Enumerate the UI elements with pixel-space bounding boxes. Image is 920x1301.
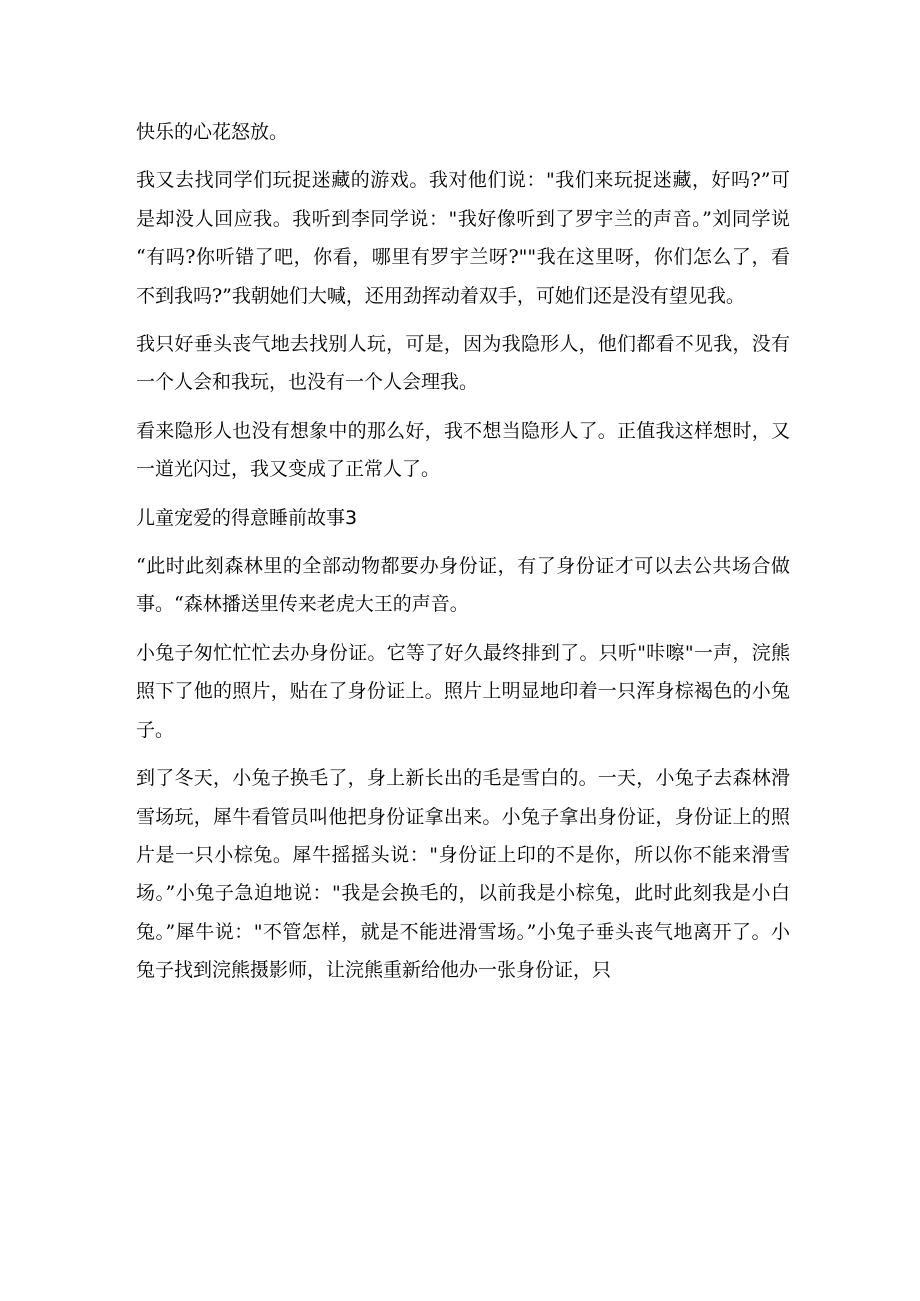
story-heading: 儿童宠爱的得意睡前故事3 <box>136 506 358 529</box>
document-body <box>136 113 790 1000</box>
paragraph-1: 快乐的心花怒放。 <box>136 121 289 143</box>
paragraph-5: “此时此刻森林里的全部动物都要办身份证，有了身份证才可以去公共场合做事。“森林播送里传来老虎大王的声音。 <box>136 555 790 616</box>
paragraph-6: 小兔子匆忙忙忙去办身份证。它等了好久最终排到了。只听"咔嚓"一声，浣熊照下了他的照片，贴在了身份证上。照片上明显地印着一只浑身棕褐色的小兔子。 <box>136 641 790 741</box>
paragraph-3: 我只好垂头丧气地去找别人玩，可是，因为我隐形人，他们都看不见我，没有一个人会和我玩，也没有一个人会理我。 <box>136 333 790 394</box>
paragraph-4: 看来隐形人也没有想象中的那么好，我不想当隐形人了。正值我这样想时，又一道光闪过，我又变成了正常人了。 <box>136 419 790 481</box>
paragraph-7: 到了冬天，小兔子换毛了，身上新长出的毛是雪白的。一天，小兔子去森林滑雪场玩，犀牛看管员叫他把身份证拿出来。小兔子拿出身份证，身份证上的照片是一只小棕兔。犀牛摇摇头说："身份证上印的不是你，所以你不能来滑雪场。”小兔子急迫地说："我是会换毛的，以前我是小棕兔，此时此刻我是小白兔。”犀牛说："不管怎样，就是不能进滑雪场。”小兔子垂头丧气地离开了。小兔子找到浣熊摄影师，让浣熊重新给他办一张身份证，只 <box>136 767 790 982</box>
paragraph-2: 我又去找同学们玩捉迷藏的游戏。我对他们说："我们来玩捉迷藏，好吗?”可是却没人回应我。我听到李同学说："我好像听到了罗宇兰的声音。”刘同学说 “有吗?你听错了吧，你看，哪里有罗宇兰呀?""我在这里呀，你们怎么了，看不到我吗?”我朝她们大喊，还用劲挥动着双手，可她们还是没有望见我。 <box>136 169 790 307</box>
